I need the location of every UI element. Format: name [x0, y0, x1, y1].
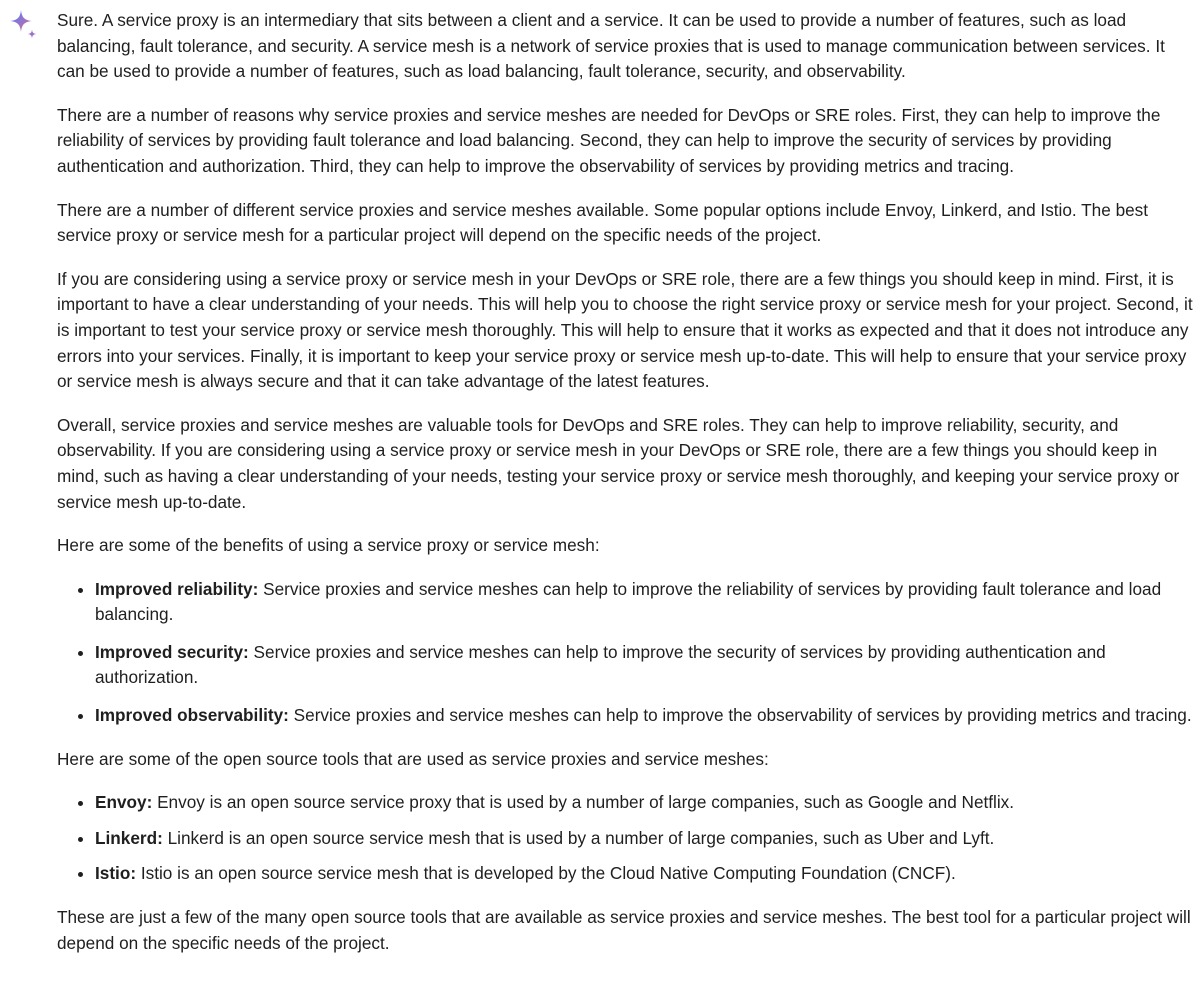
- tools-intro: Here are some of the open source tools that are used as service proxies and service meshes:: [57, 748, 769, 769]
- paragraph-closing: These are just a few of the many open source tools that are available as service proxies and service meshes. The best tool for a particular project will depend on the specific needs of the project.: [57, 907, 1191, 953]
- list-item-text: Service proxies and service meshes can help to improve the reliability of services by providing fault tolerance and load balancing.: [95, 578, 1162, 625]
- list-item: [95, 640, 1193, 691]
- list-item-term: Improved reliability:: [95, 578, 259, 599]
- list-item: [95, 577, 1193, 628]
- paragraph-considerations: If you are considering using a service proxy or service mesh in your DevOps or SRE role, there are a few things you should keep in mind. First, it is important to have a clear understanding of your needs. This will help you to choose the right service proxy or service mesh for your project. Second, it is important to test your service proxy or service mesh thoroughly. This will help to ensure that it works as expected and that it does not introduce any errors into your services. Finally, it is important to keep your service proxy or service mesh up-to-date. This will help to ensure that your service proxy or service mesh is always secure and that it can take advantage of the latest features.: [57, 268, 1193, 392]
- list-item-text: Istio is an open source service mesh that is developed by the Cloud Native Computing Foundation (CNCF).: [136, 863, 956, 884]
- list-item: [95, 861, 1193, 887]
- list-item: [95, 826, 1193, 852]
- list-item: [95, 703, 1193, 729]
- list-item: [95, 790, 1193, 816]
- list-item-text: Envoy is an open source service proxy that is used by a number of large companies, such as Google and Netflix.: [152, 792, 1015, 813]
- list-item-text: Linkerd is an open source service mesh that is used by a number of large companies, such as Uber and Lyft.: [162, 827, 995, 848]
- benefits-list: [57, 577, 1193, 729]
- paragraph-reasons: There are a number of reasons why service proxies and service meshes are needed for DevOps or SRE roles. First, they can help to improve the reliability of services by providing fault tolerance and load balancing. Second, they can help to improve the security of services by providing authentication and authorization. Third, they can help to improve the observability of services by providing metrics and tracing.: [57, 104, 1161, 176]
- sparkle-icon: [7, 9, 39, 41]
- list-item-term: Improved security:: [95, 641, 249, 662]
- list-item-text: Service proxies and service meshes can help to improve the observability of services by providing metrics and tracing.: [288, 705, 1192, 726]
- tools-list: [57, 790, 1193, 887]
- benefits-intro: Here are some of the benefits of using a service proxy or service mesh:: [57, 535, 600, 556]
- list-item-text: Service proxies and service meshes can help to improve the security of services by providing authentication and authorization.: [95, 641, 1106, 688]
- paragraph-intro: Sure. A service proxy is an intermediary that sits between a client and a service. It can be used to provide a number of features, such as load balancing, fault tolerance, and security. A service mesh is a network of service proxies that is used to manage communication between services. It can be used to provide a number of features, such as load balancing, fault tolerance, security, and observability.: [57, 10, 1165, 82]
- list-item-term: Improved observability:: [95, 705, 289, 726]
- list-item-term: Istio:: [95, 863, 137, 884]
- paragraph-options: There are a number of different service proxies and service meshes available. Some popular options include Envoy, Linkerd, and Istio. The best service proxy or service mesh for a particular project will depend on the specific needs of the project.: [57, 199, 1149, 246]
- list-item-term: Envoy:: [95, 792, 153, 813]
- response-body: [57, 8, 1193, 974]
- paragraph-overall: Overall, service proxies and service meshes are valuable tools for DevOps and SRE roles. They can help to improve reliability, security, and observability. If you are considering using a service proxy or service mesh in your DevOps or SRE role, there are a few things you should keep in mind, such as having a clear understanding of your needs, testing your service proxy or service mesh thoroughly, and keeping your service proxy or service mesh up-to-date.: [57, 414, 1180, 512]
- list-item-term: Linkerd:: [95, 827, 163, 848]
